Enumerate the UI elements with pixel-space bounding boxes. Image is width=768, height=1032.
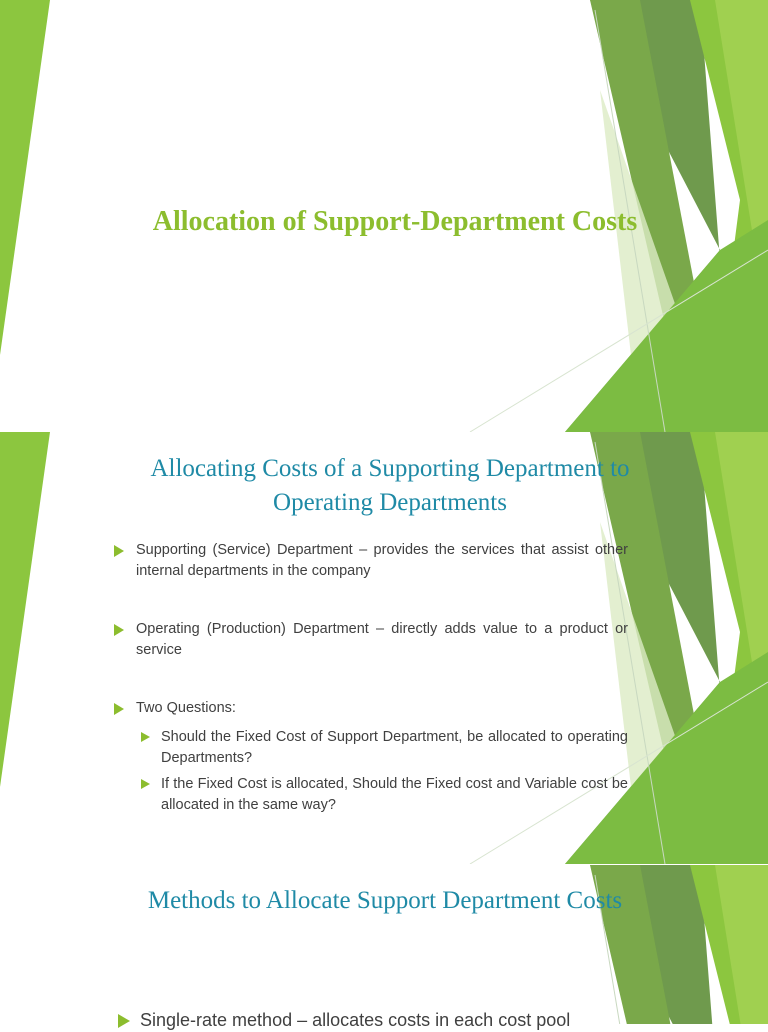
- sub-bullet-arrow-icon: [141, 732, 150, 742]
- slide-3-title: Methods to Allocate Support Department Costs: [147, 887, 623, 914]
- bullet-arrow-icon: [114, 703, 124, 715]
- bullet-text: Two Questions:: [136, 700, 236, 716]
- slide-2-title: Allocating Costs of a Supporting Department to Operating Departments: [150, 455, 630, 516]
- bullet-two-questions: [136, 698, 628, 719]
- bullet-arrow-icon: [118, 1014, 130, 1028]
- bullet-supporting-department: [136, 540, 628, 582]
- sub-bullet-text: If the Fixed Cost is allocated, Should the Fixed cost and Variable cost be allocated in the same way?: [161, 776, 628, 813]
- bullet-arrow-icon: [114, 624, 124, 636]
- bullet-operating-department: [136, 619, 628, 661]
- sub-bullet-text: Should the Fixed Cost of Support Department, be allocated to operating Departments?: [161, 729, 628, 766]
- bullet-single-rate-method: [140, 1008, 632, 1032]
- bullet-text: Supporting (Service) Department – provides the services that assist other internal departments in the company: [136, 542, 628, 579]
- bullet-text: Single-rate method – allocates costs in each cost pool: [140, 1010, 571, 1030]
- bullet-text: Operating (Production) Department – directly adds value to a product or service: [136, 621, 628, 658]
- slide-1: [0, 0, 768, 432]
- sub-bullet-allocation-question: [161, 774, 628, 816]
- slide-1-title: Allocation of Support-Department Costs: [152, 206, 638, 237]
- left-green-triangle: [0, 432, 50, 787]
- bullet-arrow-icon: [114, 545, 124, 557]
- sub-bullet-arrow-icon: [141, 779, 150, 789]
- sub-bullet-fixed-cost-question: [161, 727, 628, 769]
- left-green-triangle: [0, 0, 50, 355]
